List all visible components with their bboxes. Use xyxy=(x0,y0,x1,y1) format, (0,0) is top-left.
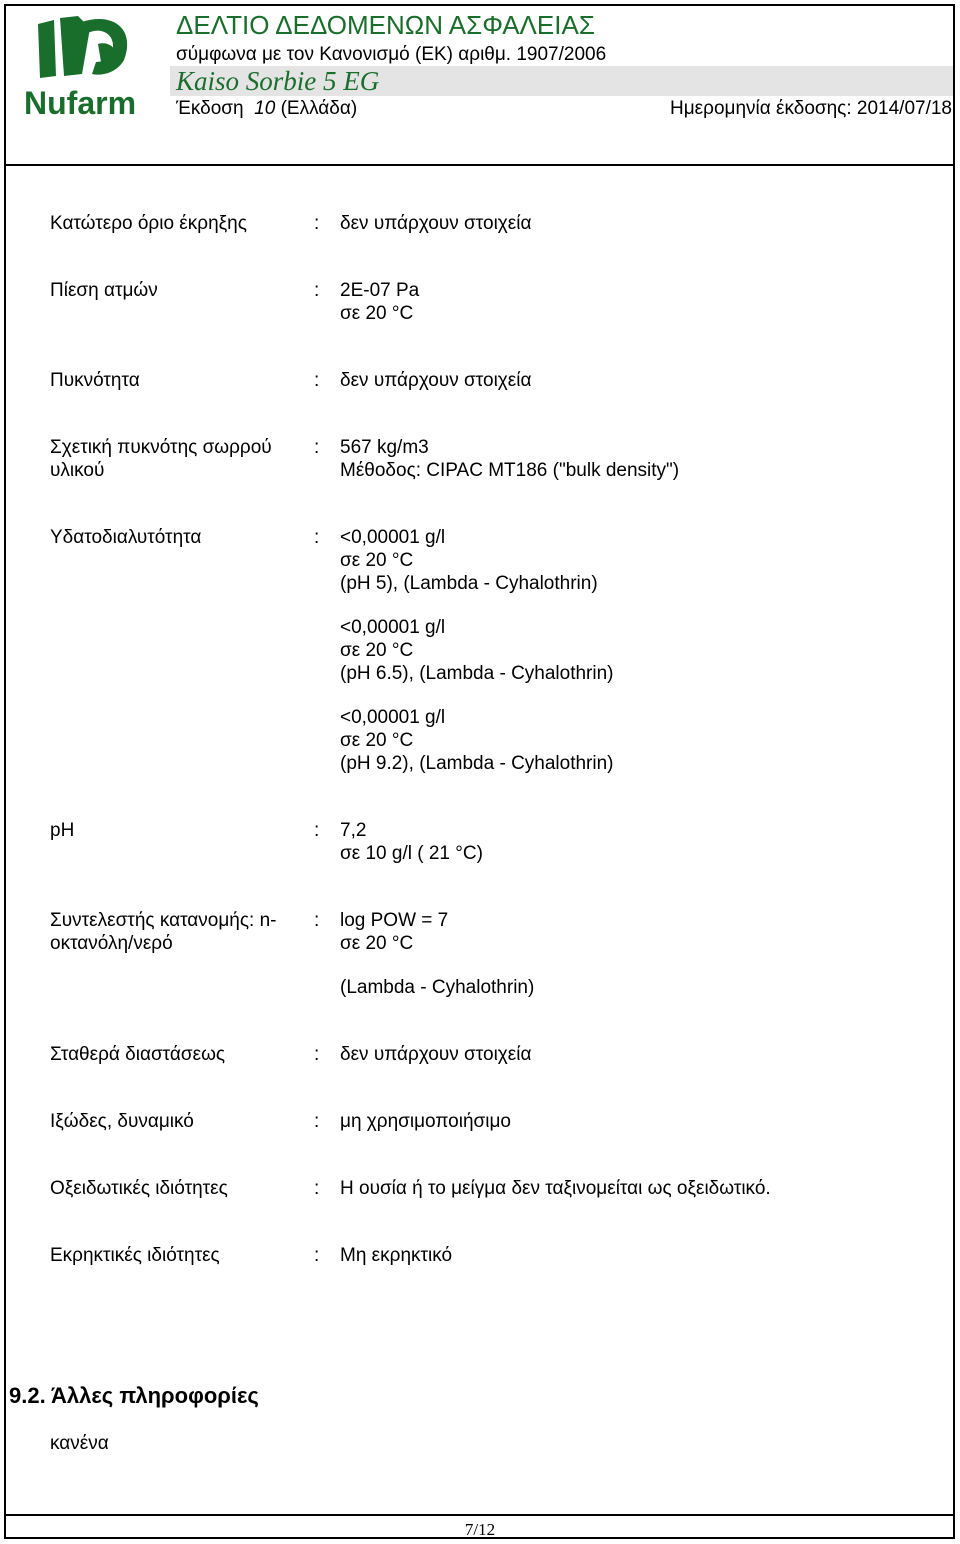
property-values xyxy=(340,526,930,775)
property-label: Υδατοδιαλυτότητα xyxy=(50,527,202,548)
property-colon: : xyxy=(314,213,320,234)
property-row xyxy=(50,1110,930,1133)
issue-date: Ημερομηνία έκδοσης: 2014/07/18 xyxy=(670,98,952,119)
value-block xyxy=(340,526,930,595)
value-line: σε 20 °C xyxy=(340,303,414,324)
value-block xyxy=(340,706,930,775)
property-label: pH xyxy=(50,820,75,841)
property-colon: : xyxy=(314,280,320,301)
value-block xyxy=(340,976,930,999)
property-values xyxy=(340,1244,930,1267)
property-row xyxy=(50,436,930,482)
document-title: ΔΕΛΤΙΟ ΔΕΔΟΜΕΝΩΝ ΑΣΦΑΛΕΙΑΣ xyxy=(176,10,595,40)
edition-label: Έκδοση xyxy=(176,98,244,119)
property-values xyxy=(340,369,930,392)
value-block xyxy=(340,909,930,955)
property-values xyxy=(340,819,930,865)
header-divider xyxy=(4,164,955,166)
property-colon: : xyxy=(314,1111,320,1132)
value-block xyxy=(340,1043,930,1066)
edition-number: 10 xyxy=(254,98,276,119)
value-line: σε 10 g/l ( 21 °C) xyxy=(340,843,483,864)
value-block xyxy=(340,212,930,235)
value-block xyxy=(340,279,930,325)
nufarm-logo xyxy=(24,14,148,118)
property-colon: : xyxy=(314,1044,320,1065)
property-label: Πυκνότητα xyxy=(50,370,140,391)
property-colon: : xyxy=(314,437,320,458)
value-line: 567 kg/m3 xyxy=(340,437,429,458)
value-line: σε 20 °C xyxy=(340,730,414,751)
value-block xyxy=(340,819,930,865)
property-row xyxy=(50,212,930,235)
property-label: Σταθερά διαστάσεως xyxy=(50,1044,226,1065)
property-values xyxy=(340,1043,930,1066)
property-colon: : xyxy=(314,370,320,391)
property-label: Πίεση ατμών xyxy=(50,280,158,301)
property-row xyxy=(50,526,930,775)
value-block xyxy=(340,616,930,685)
property-row xyxy=(50,369,930,392)
property-row xyxy=(50,1043,930,1066)
property-label: Οξειδωτικές ιδιότητες xyxy=(50,1178,228,1199)
property-row xyxy=(50,1244,930,1267)
property-values xyxy=(340,436,930,482)
value-line: log POW = 7 xyxy=(340,910,449,931)
regulation-line: σύμφωνα με τον Κανονισμό (ΕΚ) αριθμ. 1907/2006 xyxy=(176,44,607,65)
value-block xyxy=(340,436,930,482)
property-values xyxy=(340,1177,930,1200)
value-line: <0,00001 g/l xyxy=(340,527,446,548)
value-line: <0,00001 g/l xyxy=(340,617,446,638)
value-line: (pH 9.2), (Lambda - Cyhalothrin) xyxy=(340,753,614,774)
value-line: σε 20 °C xyxy=(340,933,414,954)
property-values xyxy=(340,909,930,999)
value-line: Μη εκρηκτικό xyxy=(340,1245,453,1266)
value-line: (Lambda - Cyhalothrin) xyxy=(340,977,535,998)
property-colon: : xyxy=(314,527,320,548)
value-block xyxy=(340,369,930,392)
property-colon: : xyxy=(314,820,320,841)
value-line: 7,2 xyxy=(340,820,367,841)
value-line: Μέθοδος: CIPAC MT186 ("bulk density") xyxy=(340,460,680,481)
edition-line xyxy=(176,98,357,120)
product-name: Kaiso Sorbie 5 EG xyxy=(176,66,380,96)
property-row xyxy=(50,1177,930,1200)
section-heading: 9.2. Άλλες πληροφορίες xyxy=(9,1383,259,1408)
value-line: <0,00001 g/l xyxy=(340,707,446,728)
value-line: δεν υπάρχουν στοιχεία xyxy=(340,1044,532,1065)
page-number: 7/12 xyxy=(464,1520,496,1539)
property-values xyxy=(340,212,930,235)
value-line: δεν υπάρχουν στοιχεία xyxy=(340,213,532,234)
property-label: Εκρηκτικές ιδιότητες xyxy=(50,1245,220,1266)
property-label: Ιξώδες, δυναμικό xyxy=(50,1111,194,1132)
property-label: Κατώτερο όριο έκρηξης xyxy=(50,213,247,234)
properties-list xyxy=(50,212,930,1311)
value-line: δεν υπάρχουν στοιχεία xyxy=(340,370,532,391)
property-label: Σχετική πυκνότης σωρρού υλικού xyxy=(50,437,272,481)
section-text: κανένα xyxy=(50,1433,109,1454)
value-line: (pH 6.5), (Lambda - Cyhalothrin) xyxy=(340,663,614,684)
property-row xyxy=(50,909,930,999)
value-block xyxy=(340,1110,930,1133)
property-label: Συντελεστής κατανομής: n-οκτανόλη/νερό xyxy=(50,910,277,954)
property-values xyxy=(340,1110,930,1133)
property-colon: : xyxy=(314,1245,320,1266)
value-block xyxy=(340,1177,930,1200)
property-colon: : xyxy=(314,910,320,931)
footer-divider xyxy=(4,1514,955,1516)
value-line: (pH 5), (Lambda - Cyhalothrin) xyxy=(340,573,598,594)
property-values xyxy=(340,279,930,325)
value-line: 2E-07 Pa xyxy=(340,280,420,301)
value-line: σε 20 °C xyxy=(340,550,414,571)
value-line: Η ουσία ή το μείγμα δεν ταξινομείται ως οξειδωτικό. xyxy=(340,1178,771,1199)
value-line: σε 20 °C xyxy=(340,640,414,661)
value-block xyxy=(340,1244,930,1267)
edition-country: (Ελλάδα) xyxy=(280,98,358,119)
svg-text:Nufarm: Nufarm xyxy=(24,85,137,118)
property-colon: : xyxy=(314,1178,320,1199)
property-row xyxy=(50,279,930,325)
property-row xyxy=(50,819,930,865)
value-line: μη χρησιμοποιήσιμο xyxy=(340,1111,511,1132)
